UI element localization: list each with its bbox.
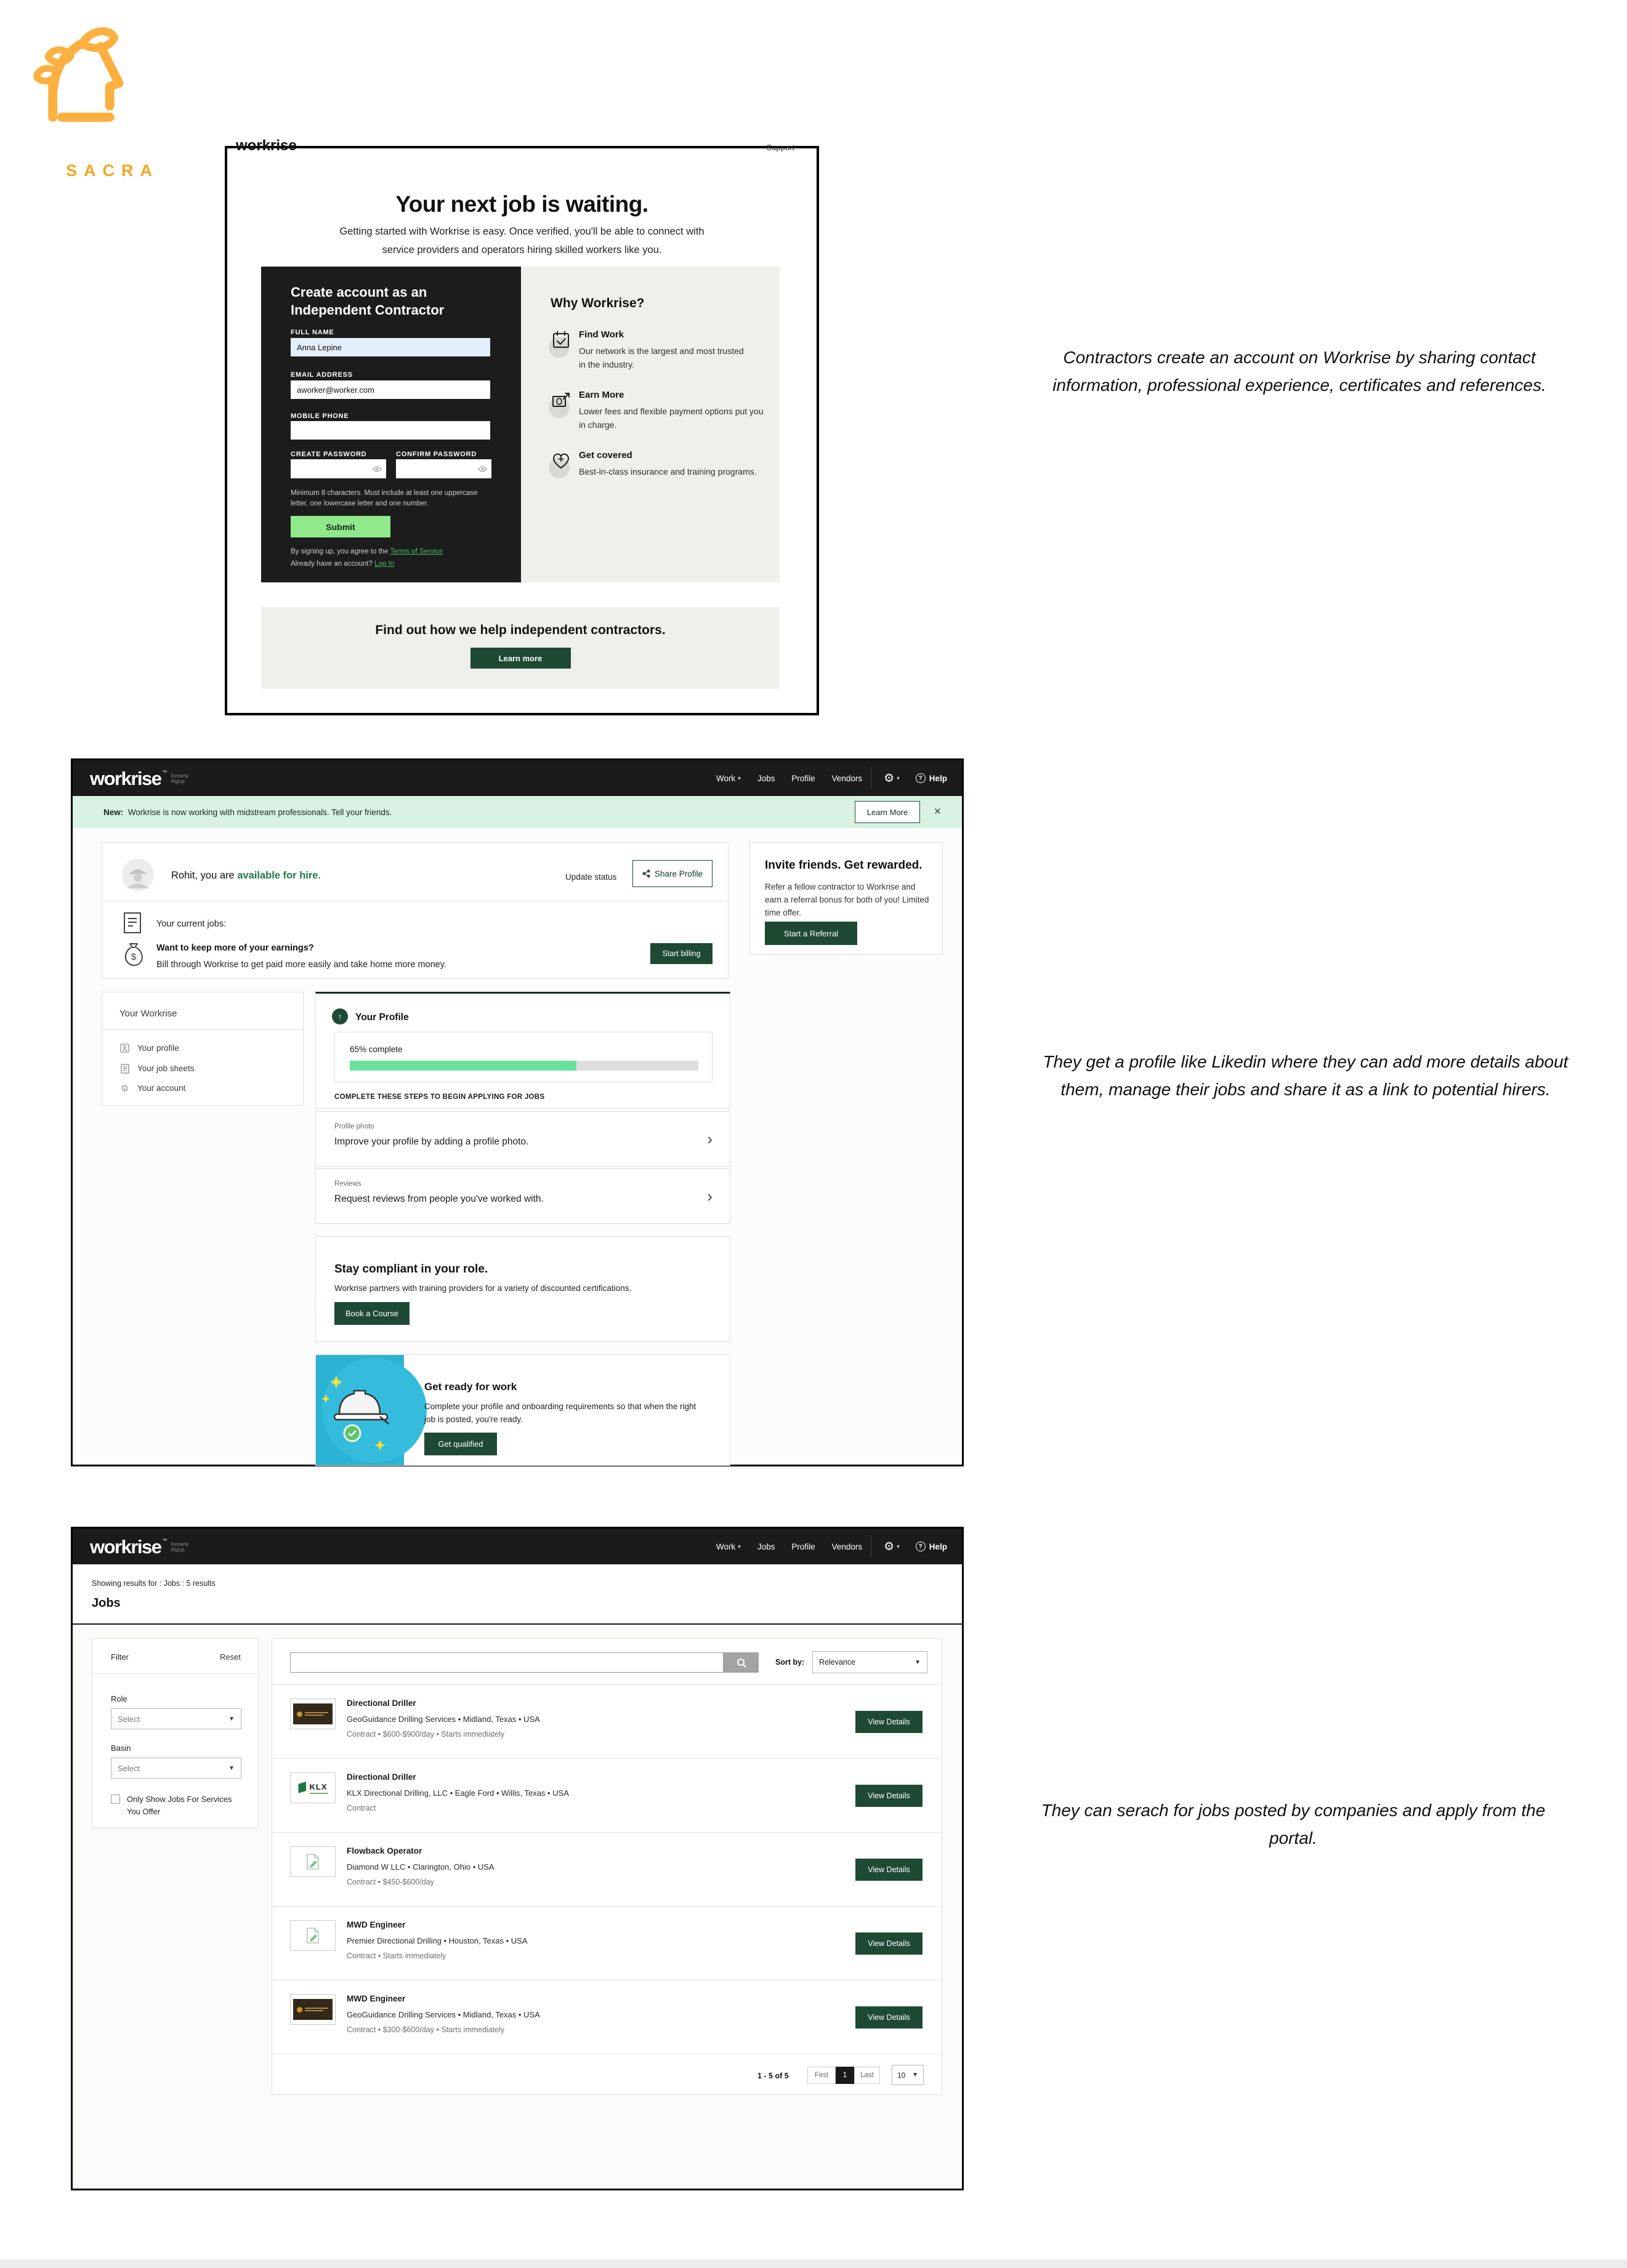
close-icon[interactable]: ✕	[934, 806, 942, 817]
full-name-input[interactable]	[291, 338, 490, 356]
sacra-wordmark: SACRA	[66, 161, 159, 180]
chevron-down-icon: ▼	[228, 1764, 235, 1772]
person-icon	[119, 1043, 130, 1053]
start-billing-button[interactable]: Start billing	[650, 943, 713, 964]
why-item-desc: Best-in-class insurance and training programs.	[579, 467, 757, 477]
terms-of-service-link[interactable]: Terms of Service	[390, 548, 443, 555]
why-item-desc: Our network is the largest and most trusted in the industry.	[579, 346, 744, 370]
search-button[interactable]	[724, 1652, 759, 1673]
nav-item-profile[interactable]: Profile	[791, 1542, 815, 1551]
compliance-card	[315, 1236, 730, 1342]
caption-3: They can serach for jobs posted by companies and apply from the portal.	[1041, 1801, 1546, 1848]
question-icon: ?	[916, 1542, 926, 1551]
nav-links	[716, 767, 962, 789]
heart-plus-icon	[551, 450, 579, 478]
geoguidance-logo	[290, 1699, 336, 1729]
geoguidance-logo	[290, 1994, 336, 2025]
nav-item-jobs[interactable]: Jobs	[757, 773, 775, 783]
announcement-banner	[73, 796, 962, 828]
create-password-input[interactable]	[291, 459, 373, 478]
share-icon	[642, 869, 650, 878]
why-item-title: Find Work	[579, 329, 624, 340]
sidebar-card	[102, 992, 304, 1106]
get-ready-desc: Complete your profile and onboarding requirements so that when the right job is posted, you're ready.	[424, 1402, 696, 1424]
invite-body: Refer a fellow contractor to Workrise and earn a referral bonus for both of you! Limited time offer.	[765, 882, 929, 917]
why-item-get-covered	[551, 450, 757, 478]
view-details-button[interactable]: View Details	[855, 1785, 923, 1807]
eye-icon[interactable]	[373, 465, 382, 473]
view-details-button[interactable]: View Details	[855, 2006, 923, 2029]
full-name-label: FULL NAME	[291, 329, 334, 336]
signup-form-panel	[261, 267, 521, 582]
terms-line	[291, 548, 443, 555]
calendar-check-icon	[551, 329, 579, 358]
chevron-right-icon[interactable]: ›	[707, 1130, 713, 1148]
mobile-phone-label: MOBILE PHONE	[291, 412, 349, 420]
contractor-promo-strip	[261, 607, 780, 689]
form-heading: Create account as an Independent Contractor	[291, 284, 445, 318]
dashboard-screenshot	[71, 758, 964, 1466]
pagination-range: 1 - 5 of 5	[757, 2072, 789, 2080]
email-input[interactable]	[291, 380, 490, 399]
nav-item-vendors[interactable]: Vendors	[831, 1542, 863, 1551]
sidebar-heading: Your Workrise	[119, 1008, 177, 1019]
earnings-desc: Bill through Workrise to get paid more easily and take home more money.	[156, 960, 446, 970]
help-link[interactable]: ? Help	[916, 1542, 947, 1551]
pagination-last-button[interactable]: Last	[854, 2067, 880, 2084]
job-row: Flowback Operator Diamond W LLC • Clarington, Ohio • USA Contract • $450-$600/day View Details	[272, 1832, 942, 1906]
submit-button[interactable]: Submit	[291, 516, 390, 537]
payment-icon	[551, 390, 579, 418]
sort-select[interactable]: Relevance ▼	[812, 1651, 927, 1673]
signup-title: Your next job is waiting.	[395, 191, 648, 217]
mobile-phone-input[interactable]	[291, 421, 490, 440]
clipped-logo-text: workrise	[236, 137, 297, 154]
update-status-link[interactable]: Update status	[565, 872, 617, 882]
nav-item-profile[interactable]: Profile	[791, 773, 815, 783]
page-bottom-edge	[0, 2259, 1627, 2268]
get-qualified-button[interactable]: Get qualified	[424, 1433, 497, 1455]
basin-label: Basin	[111, 1743, 131, 1753]
profile-progress-fill	[350, 1061, 576, 1071]
why-item-find-work	[551, 329, 754, 372]
basin-select[interactable]: Select ▼	[111, 1758, 241, 1779]
your-profile-card	[315, 992, 730, 1109]
sacra-logo	[28, 7, 169, 186]
get-ready-heading: Get ready for work	[424, 1381, 517, 1393]
chevron-down-icon: ▾	[738, 774, 741, 781]
login-line	[291, 560, 394, 568]
chevron-down-icon: ▼	[228, 1715, 235, 1723]
signup-screenshot	[225, 137, 819, 715]
document-logo	[290, 1920, 336, 1951]
gear-icon: ⚙	[120, 1083, 129, 1094]
your-profile-heading: Your Profile	[355, 1012, 409, 1023]
sheet-icon	[119, 1063, 130, 1074]
avatar	[122, 859, 154, 891]
jobs-results-panel	[272, 1638, 942, 2095]
job-row: MWD Engineer GeoGuidance Drilling Services • Midland, Texas • USA Contract • $300-$600/day • Starts immediately View Details	[272, 1980, 942, 2054]
greeting: Rohit, you are available for hire.	[171, 870, 321, 881]
document-logo	[290, 1846, 336, 1877]
chevron-down-icon: ▼	[912, 2072, 918, 2078]
banner-message: Workrise is now working with midstream professionals. Tell your friends.	[127, 807, 392, 817]
profile-progress-bar	[350, 1061, 698, 1071]
gear-icon[interactable]: ⚙ ▾	[884, 1540, 900, 1553]
jobs-screenshot	[71, 1527, 964, 2190]
invite-card	[749, 842, 943, 955]
current-jobs-label: Your current jobs:	[156, 919, 227, 929]
klx-logo: KLX	[290, 1772, 336, 1803]
clipped-header	[227, 137, 817, 154]
gear-icon[interactable]: ⚙ ▾	[884, 771, 900, 785]
password-hint: Minimum 8 characters. Must include at least one uppercase letter, one lowercase letter and one number.	[291, 489, 478, 508]
email-label: EMAIL ADDRESS	[291, 371, 353, 379]
hard-hat-illustration	[316, 1355, 404, 1465]
eye-icon[interactable]	[478, 465, 487, 473]
jobs-document-icon	[123, 912, 142, 934]
banner-prefix: New:	[103, 807, 124, 817]
chevron-right-icon[interactable]: ›	[707, 1187, 713, 1205]
nav-item-work[interactable]: Work ▾	[716, 1542, 741, 1551]
nav-links	[716, 1535, 962, 1558]
why-item-title: Get covered	[579, 450, 632, 460]
view-details-button[interactable]: View Details	[855, 1711, 923, 1733]
earnings-heading: Want to keep more of your earnings?	[156, 943, 314, 953]
why-heading: Why Workrise?	[551, 296, 645, 310]
caption-1: Contractors create an account on Workrise by sharing contact information, professional experience, certificates and references.	[1052, 348, 1546, 395]
sacra-head-icon	[28, 7, 142, 143]
job-row: KLX Directional Driller KLX Directional Drilling, LLC • Eagle Ford • Willis, Texas • USA Contract View Details	[272, 1758, 942, 1832]
pagination-bar	[272, 2054, 942, 2096]
role-label: Role	[111, 1694, 127, 1703]
nav-item-vendors[interactable]: Vendors	[831, 773, 863, 783]
compliance-heading: Stay compliant in your role.	[334, 1263, 488, 1276]
divider	[102, 1029, 303, 1030]
reset-button[interactable]: Reset	[220, 1652, 241, 1662]
steps-heading: COMPLETE THESE STEPS TO BEGIN APPLYING FOR JOBS	[334, 1093, 545, 1101]
profile-summary-card	[102, 842, 729, 979]
completion-label: 65% complete	[350, 1045, 403, 1054]
terms-prefix: By signing up, you agree to the	[291, 548, 390, 555]
top-navbar	[73, 760, 962, 796]
step-reviews[interactable]: Reviews Request reviews from people you've worked with. ›	[315, 1168, 730, 1224]
filter-panel	[92, 1638, 259, 1828]
step-profile-photo[interactable]: Profile photo Improve your profile by adding a profile photo. ›	[315, 1111, 730, 1167]
nav-item-jobs[interactable]: Jobs	[757, 1542, 775, 1551]
invite-heading: Invite friends. Get rewarded.	[765, 859, 923, 872]
question-icon: ?	[916, 773, 926, 783]
pagination-page-1[interactable]: 1	[836, 2067, 854, 2084]
learn-more-button[interactable]: Learn more	[470, 648, 571, 669]
page-title: Jobs	[92, 1596, 121, 1610]
money-bag-icon	[122, 941, 145, 968]
nav-item-work[interactable]: Work ▾	[716, 773, 741, 783]
job-row: Directional Driller GeoGuidance Drilling Services • Midland, Texas • USA Contract • $600-$900/day • Starts immediately View Details	[272, 1684, 942, 1758]
search-icon	[736, 1657, 747, 1668]
caption-2: They get a profile like Likedin where they can add more details about them, manage their jobs and share it as a link to potential hirers.	[1043, 1052, 1568, 1100]
sidebar-item-your-account[interactable]: ⚙ Your account	[120, 1083, 186, 1094]
create-password-field	[291, 459, 386, 478]
filter-title: Filter	[111, 1652, 129, 1662]
start-referral-button[interactable]: Start a Referral	[765, 922, 857, 945]
sidebar-item-your-profile[interactable]: Your profile	[119, 1043, 179, 1053]
sort-by-label: Sort by:	[775, 1658, 805, 1667]
page-size-select[interactable]: 10 ▼	[892, 2065, 924, 2085]
book-course-button[interactable]: Book a Course	[334, 1302, 410, 1325]
results-summary: Showing results for : Jobs : 5 results	[92, 1579, 216, 1588]
get-ready-card	[315, 1354, 730, 1466]
workrise-logo[interactable]: workrise ™ formerly RigUp	[90, 767, 189, 789]
job-search-input[interactable]	[290, 1652, 724, 1673]
divider	[92, 1673, 258, 1674]
chevron-down-icon: ▼	[914, 1659, 921, 1666]
compliance-desc: Workrise partners with training providers for a variety of discounted certifications.	[334, 1284, 632, 1293]
banner-learn-more-button[interactable]: Learn More	[855, 801, 920, 823]
signup-subtitle-2: service providers and operators hiring skilled workers like you.	[382, 244, 662, 255]
chevron-down-icon: ▾	[738, 1543, 741, 1550]
services-filter-checkbox[interactable]	[111, 1795, 120, 1804]
confirm-password-label: CONFIRM PASSWORD	[396, 451, 477, 458]
top-navbar	[73, 1529, 962, 1564]
svg-text:$: $	[131, 952, 137, 962]
job-row: MWD Engineer Premier Directional Drilling • Houston, Texas • USA Contract • Starts immediately View Details	[272, 1906, 942, 1980]
why-item-desc: Lower fees and flexible payment options put you in charge.	[579, 406, 764, 430]
view-details-button[interactable]: View Details	[855, 1932, 923, 1955]
why-item-earn-more	[551, 390, 764, 432]
role-select[interactable]: Select ▼	[111, 1708, 241, 1729]
progress-circle-icon: ↑	[332, 1008, 348, 1024]
create-password-label: CREATE PASSWORD	[291, 451, 367, 458]
completion-box	[334, 1032, 713, 1082]
sidebar-item-your-job-sheets[interactable]: Your job sheets	[119, 1063, 195, 1074]
share-profile-button[interactable]: Share Profile	[632, 860, 713, 887]
confirm-password-input[interactable]	[396, 459, 478, 478]
help-link[interactable]: ? Help	[916, 773, 947, 783]
why-workrise-panel	[521, 267, 780, 582]
clipped-support-link[interactable]: Support	[766, 143, 794, 152]
view-details-button[interactable]: View Details	[855, 1859, 923, 1881]
why-item-title: Earn More	[579, 390, 624, 400]
pagination-first-button[interactable]: First	[807, 2067, 836, 2084]
log-in-link[interactable]: Log In	[374, 560, 395, 568]
signup-subtitle-1: Getting started with Workrise is easy. Once verified, you'll be able to connect with	[339, 226, 704, 237]
promo-heading: Find out how we help independent contractors.	[375, 623, 666, 637]
confirm-password-field	[396, 459, 491, 478]
availability-status: available for hire	[237, 870, 318, 881]
services-filter-label: Only Show Jobs For Services You Offer	[127, 1795, 232, 1816]
login-prefix: Already have an account?	[291, 560, 375, 568]
workrise-logo[interactable]: workrise ™ formerly RigUp	[90, 1535, 189, 1558]
